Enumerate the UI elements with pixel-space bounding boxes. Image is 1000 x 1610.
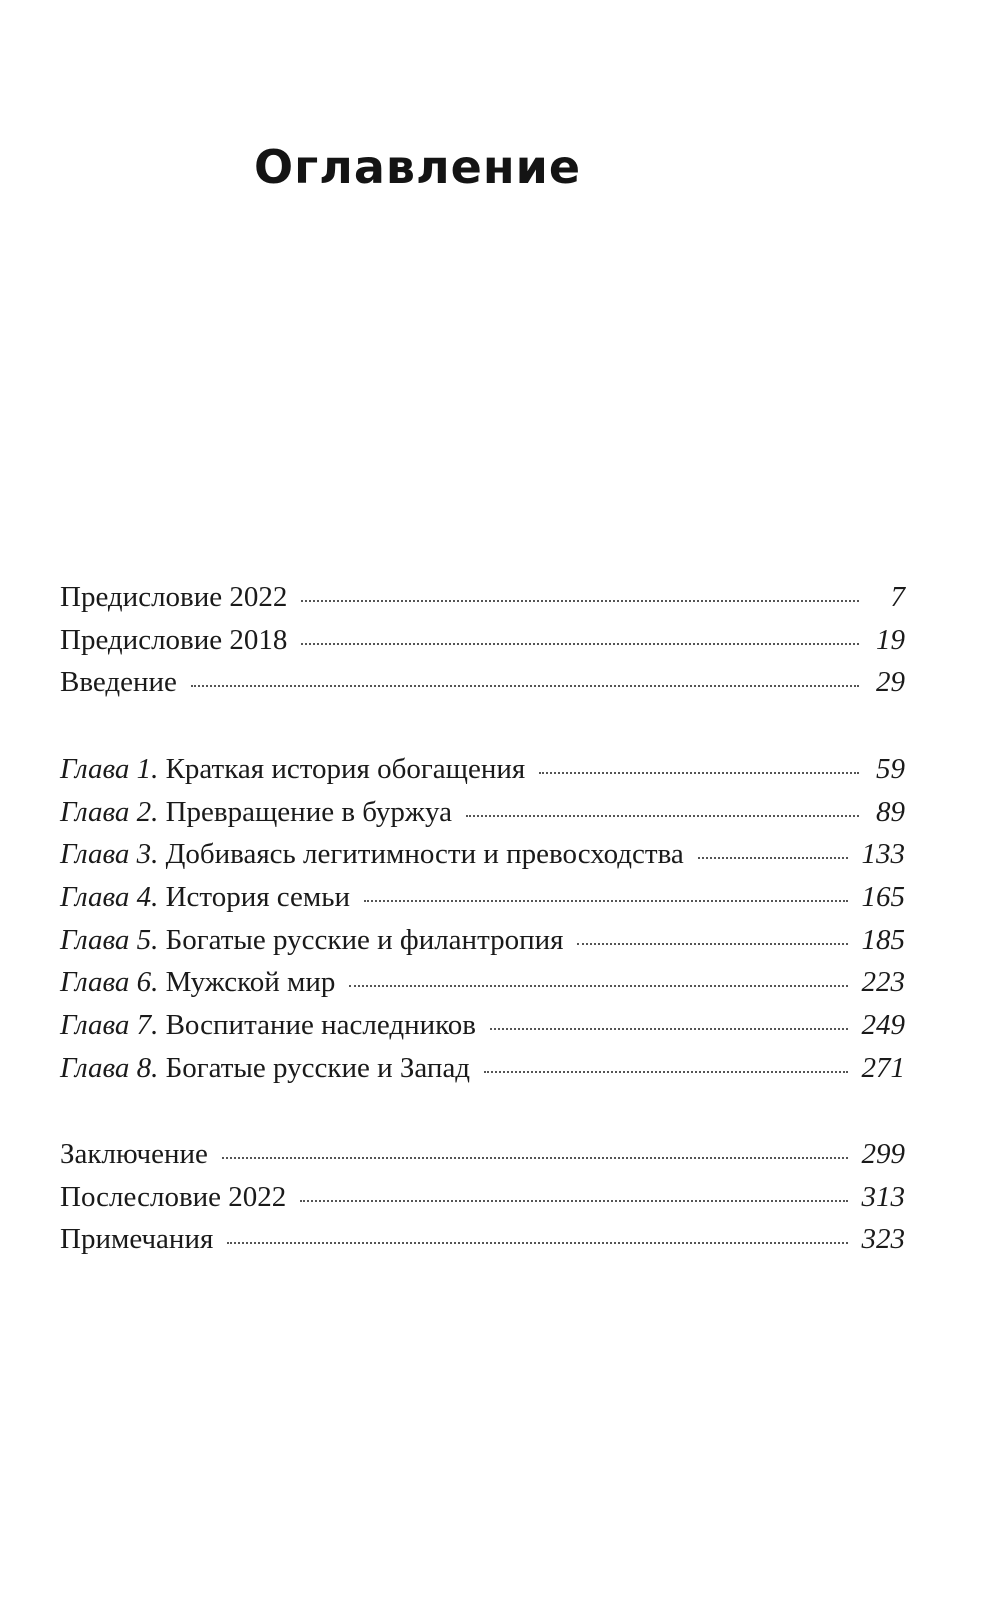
chapter-title: Добиваясь легитимности и превосходства [165,838,684,871]
toc-chapter-entry [60,966,905,1009]
dot-leader [191,685,859,687]
dot-leader [364,900,847,902]
toc-front-matter [60,581,905,709]
entry-title [60,796,466,829]
entry-title [60,881,364,914]
chapter-number: Глава 4. [60,881,159,914]
chapter-title: Богатые русские и Запад [165,1051,471,1084]
entry-title [60,924,577,957]
page-number: 185 [861,923,905,956]
entry-title [60,1009,490,1042]
chapter-number: Глава 2. [60,795,159,828]
toc-chapters [60,753,905,1095]
entry-title [60,1052,484,1085]
toc-entry [60,1138,905,1181]
page-number: 323 [861,1223,905,1256]
entry-title: Введение [60,666,177,699]
entry-title: Примечания [60,1223,214,1256]
dot-leader [227,1242,847,1244]
chapter-number: Глава 3. [60,838,159,871]
toc-entry [60,666,905,709]
dot-leader [490,1028,848,1030]
toc-chapter-entry [60,1009,905,1052]
dot-leader [300,1200,847,1202]
toc-entry [60,624,905,667]
page-number: 7 [890,581,905,613]
page-number: 249 [861,1009,905,1042]
page-number: 223 [861,966,905,999]
page-number: 313 [861,1180,905,1213]
chapter-title: Превращение в буржуа [165,795,452,828]
entry-title: Предисловие 2018 [60,623,288,656]
dot-leader [222,1157,848,1159]
toc-chapter-entry [60,796,905,839]
chapter-title: Воспитание наследников [165,1009,476,1042]
dot-leader [698,857,848,859]
entry-title: Заключение [60,1138,208,1170]
page-number: 271 [861,1051,905,1084]
toc-chapter-entry [60,753,905,796]
entry-title [60,753,539,786]
page-number: 133 [861,838,905,871]
dot-leader [484,1071,847,1073]
chapter-number: Глава 1. [60,753,159,785]
page-number: 299 [861,1138,905,1170]
chapter-number: Глава 8. [60,1051,159,1084]
toc-back-matter [60,1138,905,1266]
page-number: 19 [876,623,905,656]
dot-leader [349,985,847,987]
page-number: 59 [876,753,905,785]
chapter-title: Богатые русские и филантропия [165,923,564,956]
dot-leader [301,600,859,602]
entry-title: Послесловие 2022 [60,1180,287,1213]
dot-leader [466,815,859,817]
page-title: Оглавление [254,140,582,194]
toc-chapter-entry [60,924,905,967]
chapter-number: Глава 5. [60,923,159,956]
page-number: 89 [876,795,905,828]
toc-chapter-entry [60,881,905,924]
page-number: 165 [861,881,905,914]
chapter-number: Глава 7. [60,1009,159,1042]
dot-leader [539,772,859,774]
entry-title [60,966,349,999]
toc-entry [60,581,905,624]
dot-leader [301,643,859,645]
toc-chapter-entry [60,838,905,881]
chapter-number: Глава 6. [60,966,159,999]
chapter-title: Мужской мир [165,966,336,999]
entry-title [60,838,698,871]
toc-chapter-entry [60,1052,905,1095]
page-number: 29 [876,666,905,699]
entry-title: Предисловие 2022 [60,581,288,613]
dot-leader [577,943,847,945]
chapter-title: Краткая история обогащения [165,753,526,785]
toc-entry [60,1181,905,1224]
chapter-title: История семьи [165,881,351,914]
toc-entry [60,1223,905,1266]
